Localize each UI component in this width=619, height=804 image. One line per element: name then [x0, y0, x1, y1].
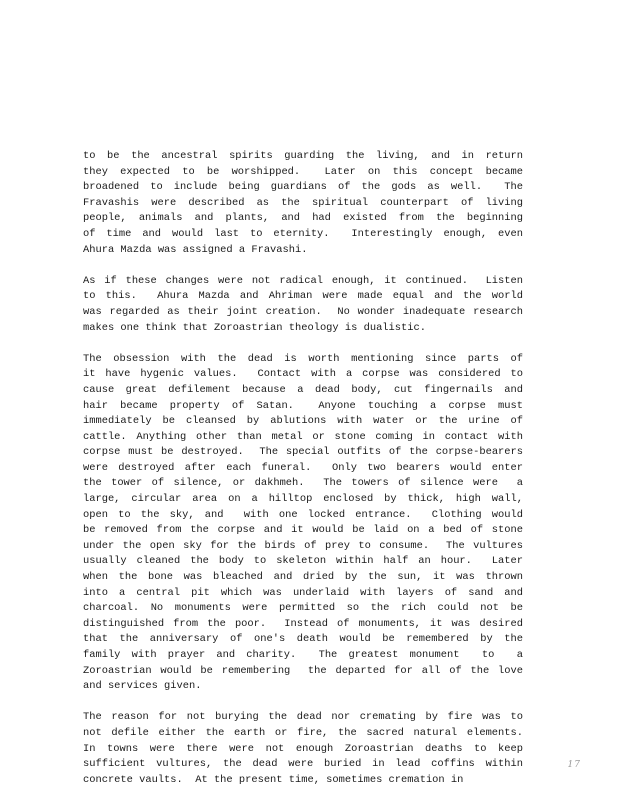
text-line: it have hygenic values. Contact with a corpse was considered to	[83, 368, 523, 381]
paragraph	[83, 710, 523, 788]
text-line: people, animals and plants, and had existed from the beginning	[83, 212, 523, 225]
text-line: to be the ancestral spirits guarding the living, and in return	[83, 150, 523, 162]
text-line: and services given.	[83, 680, 202, 693]
text-line: The reason for not burying the dead nor cremating by fire was to	[83, 711, 523, 724]
text-line: were destroyed after each funeral. Only two bearers would enter	[83, 461, 523, 474]
text-line: makes one think that Zoroastrian theology is dualistic.	[83, 321, 426, 334]
text-line: be removed from the corpse and it would be laid on a bed of stone	[83, 524, 523, 537]
text-line: immediately be cleansed by ablutions with water or the urine of	[83, 415, 523, 428]
text-line: hair became property of Satan. Anyone touching a corpse must	[83, 399, 523, 412]
text-line: that the anniversary of one's death would be remembered by the	[83, 633, 523, 646]
text-line: As if these changes were not radical enough, it continued. Listen	[83, 274, 523, 287]
text-line: open to the sky, and with one locked entrance. Clothing would	[83, 508, 523, 521]
text-line: under the open sky for the birds of prey to consume. The vultures	[83, 539, 523, 552]
text-line: distinguished from the poor. Instead of monuments, it was desired	[83, 617, 523, 630]
body-text	[83, 149, 523, 804]
text-line: The obsession with the dead is worth mentioning since parts of	[83, 352, 523, 365]
text-line: usually cleaned the body to skeleton within half an hour. Later	[83, 555, 523, 568]
text-line: when the bone was bleached and dried by the sun, it was thrown	[83, 571, 523, 584]
paragraph	[83, 274, 523, 336]
text-line: cattle. Anything other than metal or stone coming in contact with	[83, 430, 523, 443]
text-line: Zoroastrian would be remembering the departed for all of the love	[83, 664, 523, 677]
text-line: broadened to include being guardians of the gods as well. The	[83, 181, 523, 194]
text-line: to this. Ahura Mazda and Ahriman were made equal and the world	[83, 290, 523, 303]
text-line: into a central pit which was underlaid with layers of sand and	[83, 586, 523, 599]
text-line: sufficient vultures, the dead were buried in lead coffins within	[83, 758, 523, 771]
text-line: cause great defilement because a dead body, cut fingernails and	[83, 383, 523, 396]
text-line: charcoal. No monuments were permitted so the rich could not be	[83, 602, 523, 615]
page-number: 17	[567, 760, 581, 770]
text-line: large, circular area on a hilltop enclosed by thick, high wall,	[83, 493, 523, 506]
text-line: corpse must be destroyed. The special outfits of the corpse-bearers	[83, 446, 523, 459]
text-line: they expected to be worshipped. Later on this concept became	[83, 165, 523, 178]
text-line: the tower of silence, or dakhmeh. The towers of silence were a	[83, 477, 523, 490]
paragraph	[83, 352, 523, 695]
text-line: Ahura Mazda was assigned a Fravashi.	[83, 243, 308, 256]
paragraph	[83, 149, 523, 258]
text-line: concrete vaults. At the present time, sometimes cremation in	[83, 773, 464, 786]
text-line: not defile either the earth or fire, the sacred natural elements.	[83, 726, 523, 739]
text-line: of time and would last to eternity. Interestingly enough, even	[83, 227, 523, 240]
text-line: family with prayer and charity. The greatest monument to a	[83, 649, 523, 661]
text-line: In towns were there were not enough Zoroastrian deaths to keep	[83, 742, 523, 755]
text-line: Fravashis were described as the spiritual counterpart of living	[83, 196, 523, 209]
text-line: was regarded as their joint creation. No wonder inadequate research	[83, 305, 523, 318]
